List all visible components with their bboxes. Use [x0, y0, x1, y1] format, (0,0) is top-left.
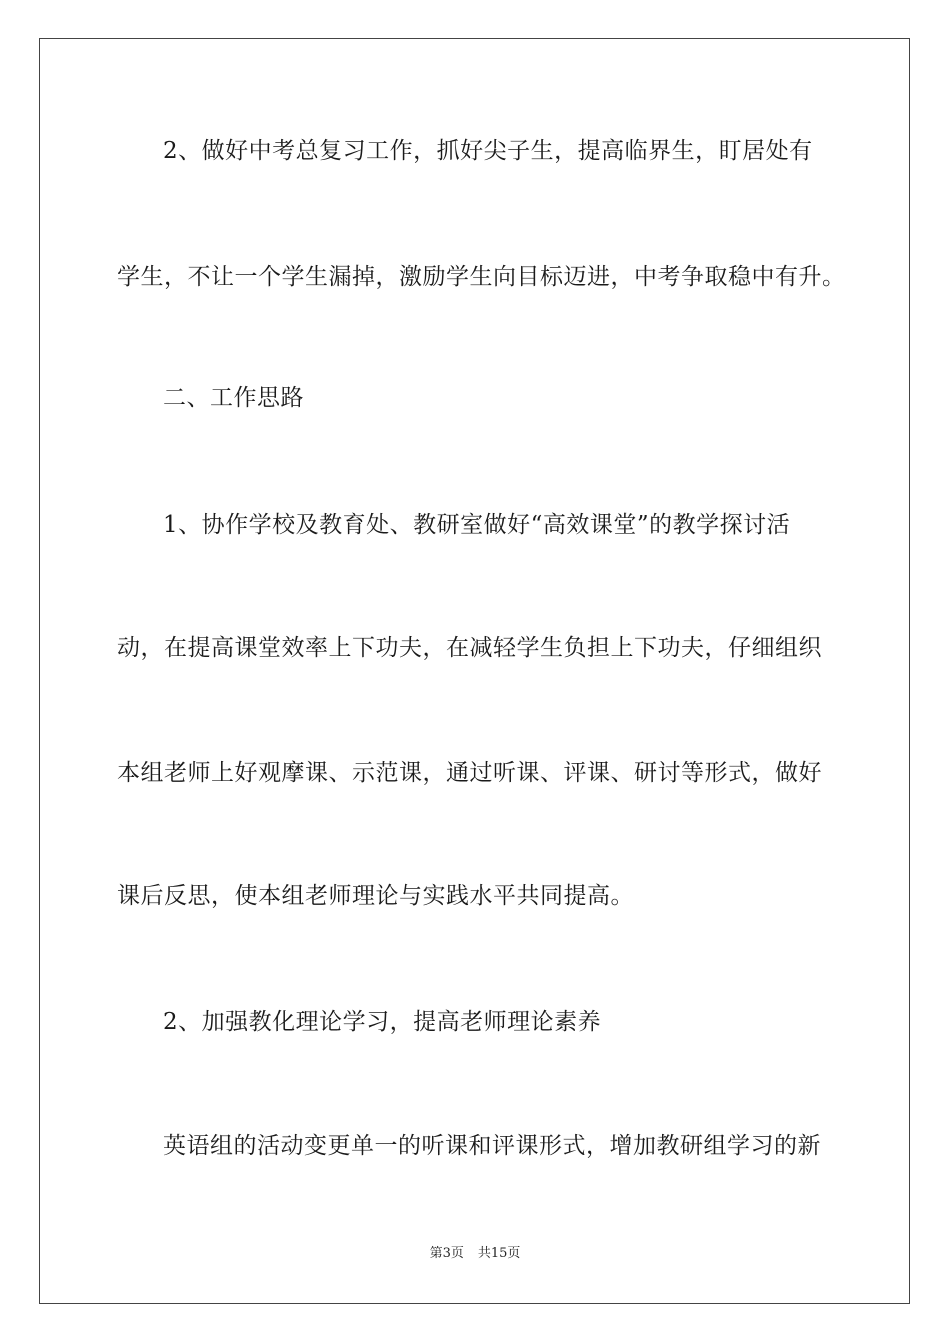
paragraph-line: 英语组的活动变更单一的听课和评课形式，增加教研组学习的新	[163, 1133, 821, 1159]
paragraph-line: 学生，不让一个学生漏掉，激励学生向目标迈进，中考争取稳中有升。	[117, 264, 846, 290]
page-footer	[0, 1245, 950, 1263]
section-heading: 二、工作思路	[163, 385, 304, 411]
subsection-heading: 2、加强教化理论学习，提高老师理论素养	[163, 1009, 602, 1035]
page-border	[39, 38, 910, 1304]
paragraph-line: 2、做好中考总复习工作，抓好尖子生，提高临界生，盯居处有	[163, 138, 813, 164]
paragraph-line: 本组老师上好观摩课、示范课，通过听课、评课、研讨等形式，做好	[117, 760, 822, 786]
page-number: 第3页	[429, 1246, 464, 1261]
paragraph-line: 课后反思，使本组老师理论与实践水平共同提高。	[117, 883, 634, 909]
page-total: 共15页	[477, 1246, 521, 1261]
paragraph-line: 动，在提高课堂效率上下功夫，在减轻学生负担上下功夫，仔细组织	[117, 635, 822, 661]
paragraph-line: 1、协作学校及教育处、教研室做好“高效课堂”的教学探讨活	[163, 512, 791, 538]
